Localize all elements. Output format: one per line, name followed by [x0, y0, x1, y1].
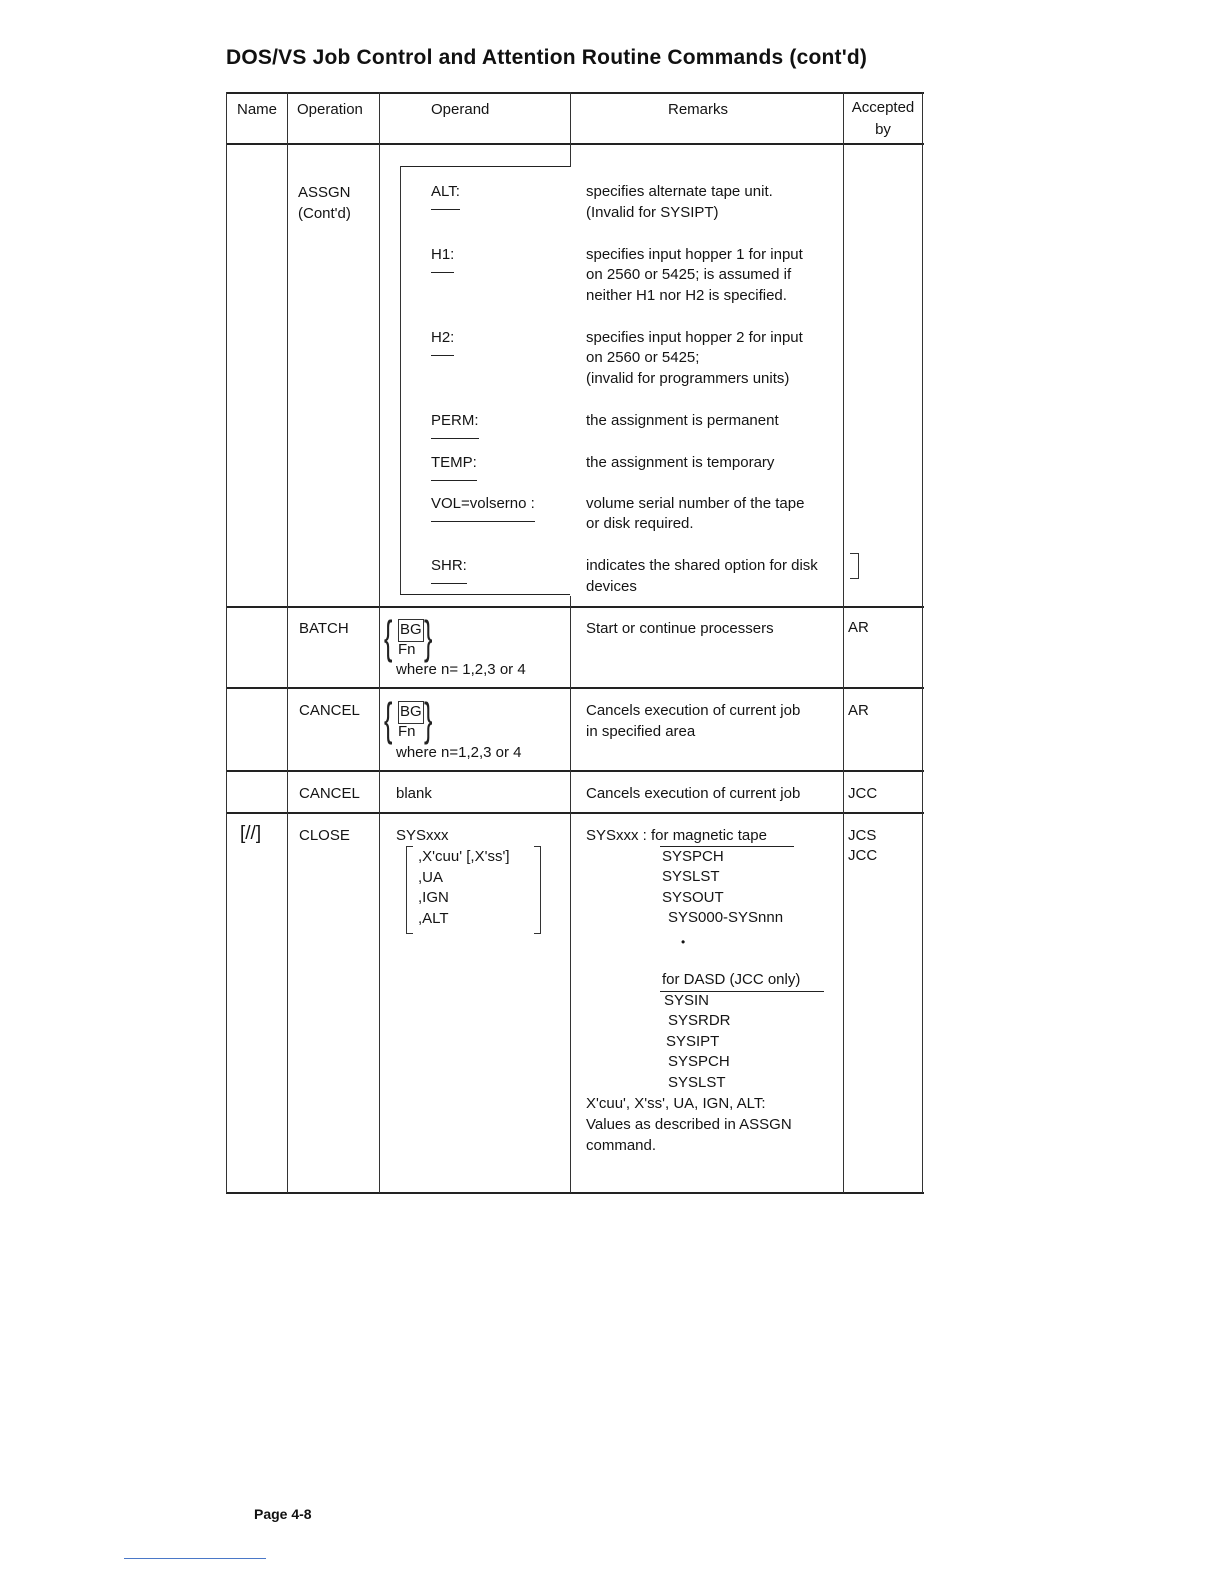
close-dasd-unit-syslst: SYSLST — [668, 1074, 726, 1091]
cancel-ar-operand-note: where n=1,2,3 or 4 — [396, 744, 522, 761]
operand-temp: TEMP: — [431, 453, 477, 481]
cancel-ar-operand-fn: Fn — [398, 723, 416, 740]
shr-right-bracket — [850, 553, 859, 579]
close-bullet: • — [681, 935, 686, 949]
remark-alt-1: specifies alternate tape unit. — [586, 183, 773, 200]
operand-shr: SHR: — [431, 556, 467, 584]
close-values-note-3: command. — [586, 1137, 657, 1154]
close-accepted-by-jcs: JCS — [848, 827, 877, 844]
close-operand-first: SYSxxx — [396, 827, 449, 844]
remark-alt-2: (Invalid for SYSIPT) — [586, 204, 719, 221]
cancel-jcc-operand: blank — [396, 785, 432, 802]
close-tape-unit-syslst: SYSLST — [662, 868, 720, 885]
header-operation: Operation — [297, 101, 363, 118]
table-right-border — [922, 92, 923, 1193]
remark-perm: the assignment is permanent — [586, 412, 779, 429]
cancel-jcc-operation: CANCEL — [299, 785, 360, 802]
page-number: Page 4-8 — [254, 1506, 312, 1522]
remark-h1-3: neither H1 nor H2 is specified. — [586, 287, 787, 304]
cancel-ar-operation: CANCEL — [299, 702, 360, 719]
header-name: Name — [237, 101, 278, 118]
remark-vol-1: volume serial number of the tape — [586, 495, 805, 512]
batch-operand-bg: BG — [398, 619, 424, 642]
remark-h1-2: on 2560 or 5425; is assumed if — [586, 266, 792, 283]
table-left-border — [226, 92, 227, 1193]
cancel-jcc-accepted-by: JCC — [848, 785, 878, 802]
cancel-jcc-remarks: Cancels execution of current job — [586, 785, 801, 802]
assgn-bracket-left — [400, 166, 401, 594]
close-tape-unit-range: SYS000-SYSnnn — [668, 909, 784, 926]
assgn-bottom-rule — [226, 606, 924, 608]
operand-alt: ALT: — [431, 182, 460, 210]
close-dasd-unit-sysrdr: SYSRDR — [668, 1012, 731, 1029]
batch-operand-brace-right: } — [424, 611, 433, 663]
batch-accepted-by: AR — [848, 619, 869, 636]
close-dasd-unit-sysin: SYSIN — [664, 992, 710, 1009]
batch-bottom-rule — [226, 687, 924, 689]
assgn-bracket-bottom — [400, 594, 570, 595]
page-title: DOS/VS Job Control and Attention Routine Commands (cont'd) — [226, 46, 868, 69]
close-operand-left-bracket — [406, 846, 413, 934]
close-operand-option-ua: ,UA — [418, 869, 444, 886]
name-operation-divider — [287, 92, 288, 1193]
cancel-ar-operand-brace-right: } — [424, 693, 433, 745]
remark-vol-2: or disk required. — [586, 515, 694, 532]
close-tape-unit-syspch: SYSPCH — [662, 848, 724, 865]
close-name: [//] — [240, 823, 262, 844]
cancel-ar-bottom-rule — [226, 770, 924, 772]
remark-h2-2: on 2560 or 5425; — [586, 349, 700, 366]
remark-h1-1: specifies input hopper 1 for input — [586, 246, 803, 263]
close-dasd-unit-sysipt: SYSIPT — [666, 1033, 720, 1050]
batch-operand-brace: { — [384, 611, 393, 663]
close-dasd-unit-syspch: SYSPCH — [668, 1053, 730, 1070]
header-by: by — [875, 121, 891, 138]
header-operand: Operand — [431, 101, 490, 118]
batch-operation: BATCH — [299, 620, 349, 637]
remark-h2-3: (invalid for programmers units) — [586, 370, 790, 387]
operation-operand-divider — [379, 92, 380, 1193]
operand-h1: H1: — [431, 245, 454, 273]
assgn-bracket-top — [400, 166, 570, 167]
close-values-note-2: Values as described in ASSGN — [586, 1116, 792, 1133]
table-bottom-rule — [226, 1192, 924, 1194]
close-operand-option-ign: ,IGN — [418, 889, 449, 906]
cancel-ar-accepted-by: AR — [848, 702, 869, 719]
footer-rule — [124, 1558, 266, 1559]
cancel-ar-operand-bg: BG — [398, 701, 424, 724]
cancel-ar-remarks-2: in specified area — [586, 723, 696, 740]
remarks-accepted-divider — [843, 143, 844, 1193]
remark-shr-2: devices — [586, 578, 637, 595]
cancel-ar-operand-brace: { — [384, 693, 393, 745]
close-values-note-1: X'cuu', X'ss', UA, IGN, ALT: — [586, 1095, 766, 1112]
close-operand-right-bracket — [534, 846, 541, 934]
remark-shr-1: indicates the shared option for disk — [586, 557, 818, 574]
close-tape-unit-sysout: SYSOUT — [662, 889, 724, 906]
operand-vol: VOL=volserno : — [431, 494, 535, 522]
batch-operand-fn: Fn — [398, 641, 416, 658]
operand-remarks-divider — [570, 596, 571, 1193]
remark-temp: the assignment is temporary — [586, 454, 775, 471]
close-accepted-by-jcc: JCC — [848, 847, 878, 864]
remark-h2-1: specifies input hopper 2 for input — [586, 329, 803, 346]
close-operation: CLOSE — [299, 827, 350, 844]
operand-h2: H2: — [431, 328, 454, 356]
cancel-jcc-bottom-rule — [226, 812, 924, 814]
close-remarks-intro: SYSxxx : for magnetic tape — [586, 827, 767, 844]
header-remarks: Remarks — [668, 101, 729, 118]
cancel-ar-remarks-1: Cancels execution of current job — [586, 702, 801, 719]
batch-operand-note: where n= 1,2,3 or 4 — [396, 661, 526, 678]
close-dasd-heading: for DASD (JCC only) — [662, 971, 801, 988]
close-operand-option-cuu: ,X'cuu' [,X'ss'] — [418, 848, 510, 865]
header-accepted: Accepted — [851, 99, 915, 116]
header-bottom-rule — [226, 143, 924, 145]
batch-remarks: Start or continue processers — [586, 620, 774, 637]
close-operand-option-alt: ,ALT — [418, 910, 449, 927]
assgn-operation-contd: (Cont'd) — [298, 205, 351, 222]
operand-perm: PERM: — [431, 411, 479, 439]
table-top-rule — [226, 92, 924, 94]
operand-remarks-divider-header — [570, 92, 571, 167]
assgn-operation: ASSGN — [298, 184, 351, 201]
